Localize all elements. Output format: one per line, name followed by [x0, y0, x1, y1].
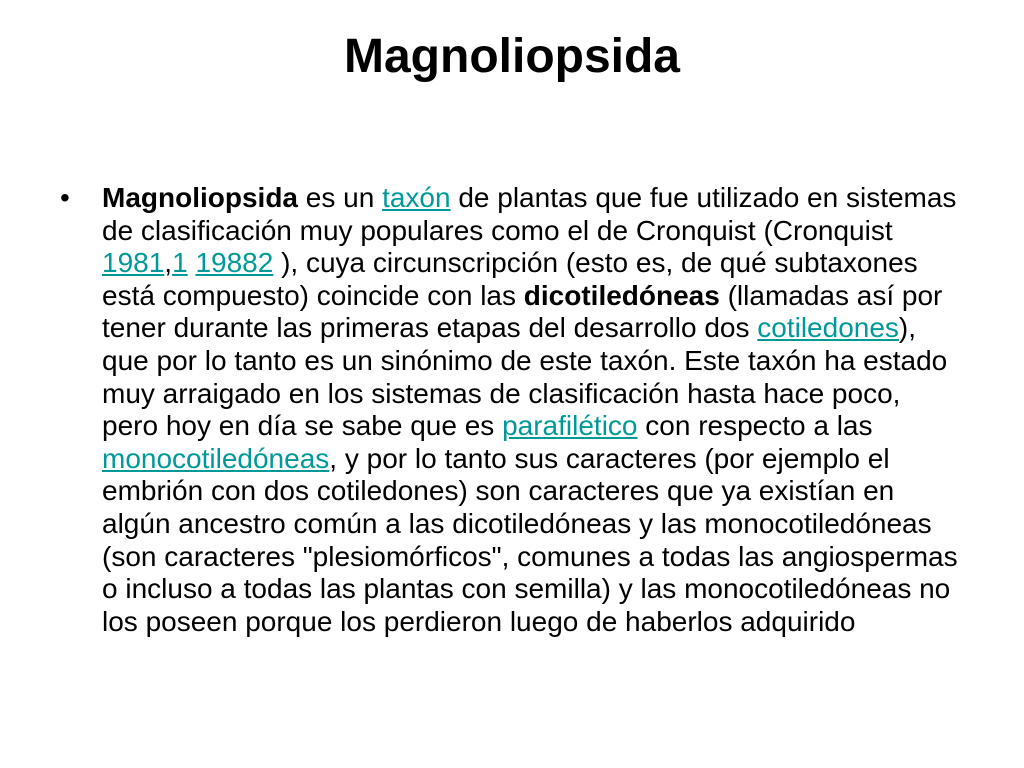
- slide-title: Magnoliopsida: [344, 30, 680, 83]
- text-segment: (llamadas así por tener durante las primeras etapas del desarrollo dos: [102, 279, 943, 344]
- link-19882[interactable]: 19882: [195, 247, 274, 279]
- text-segment: ), cuya circunscripción (esto es, de qué subtaxones está compuesto) coincide con las: [102, 247, 918, 311]
- text-segment: con respecto a las: [637, 410, 873, 442]
- link-cotiledones[interactable]: cotiledones: [757, 312, 899, 344]
- term-dicotiledoneas: dicotiledóneas: [523, 279, 720, 311]
- bullet-text: [102, 182, 958, 637]
- link-reference-1[interactable]: 1: [172, 247, 188, 279]
- bullet-list: [60, 182, 960, 638]
- text-segment: de plantas que fue utilizado en sistemas de clasificación muy populares como el de Cronquist (Cronquist: [102, 182, 957, 246]
- link-1981[interactable]: 1981: [102, 247, 165, 279]
- text-segment: ), que por lo tanto es un sinónimo de este taxón. Este taxón ha estado muy arraigado en los sistemas de clasificación hasta hace poco, pero hoy en día se sabe que es: [102, 312, 948, 442]
- text-segment: es un: [298, 182, 383, 213]
- term-magnoliopsida: Magnoliopsida: [102, 182, 298, 213]
- text-segment: ,: [164, 247, 173, 279]
- bullet-icon: •: [60, 182, 70, 213]
- link-parafiletico[interactable]: parafilético: [502, 410, 638, 442]
- link-monocotiledoneas[interactable]: monocotiledóneas: [102, 442, 330, 474]
- text-segment: , y por lo tanto sus caracteres (por ejemplo el embrión con dos cotiledones) son caracteres que ya existían en algún ancestro común a las dicotiledóneas y las monocotiledóneas (son caracteres "plesiomórficos", comunes a todas las angiospermas o incluso a todas las plantas con semilla) y las monocotiledóneas no los poseen porque los perdieron luego de haberlos adquirido: [102, 442, 958, 637]
- bullet-item: [60, 182, 960, 638]
- link-taxon[interactable]: taxón: [382, 182, 451, 213]
